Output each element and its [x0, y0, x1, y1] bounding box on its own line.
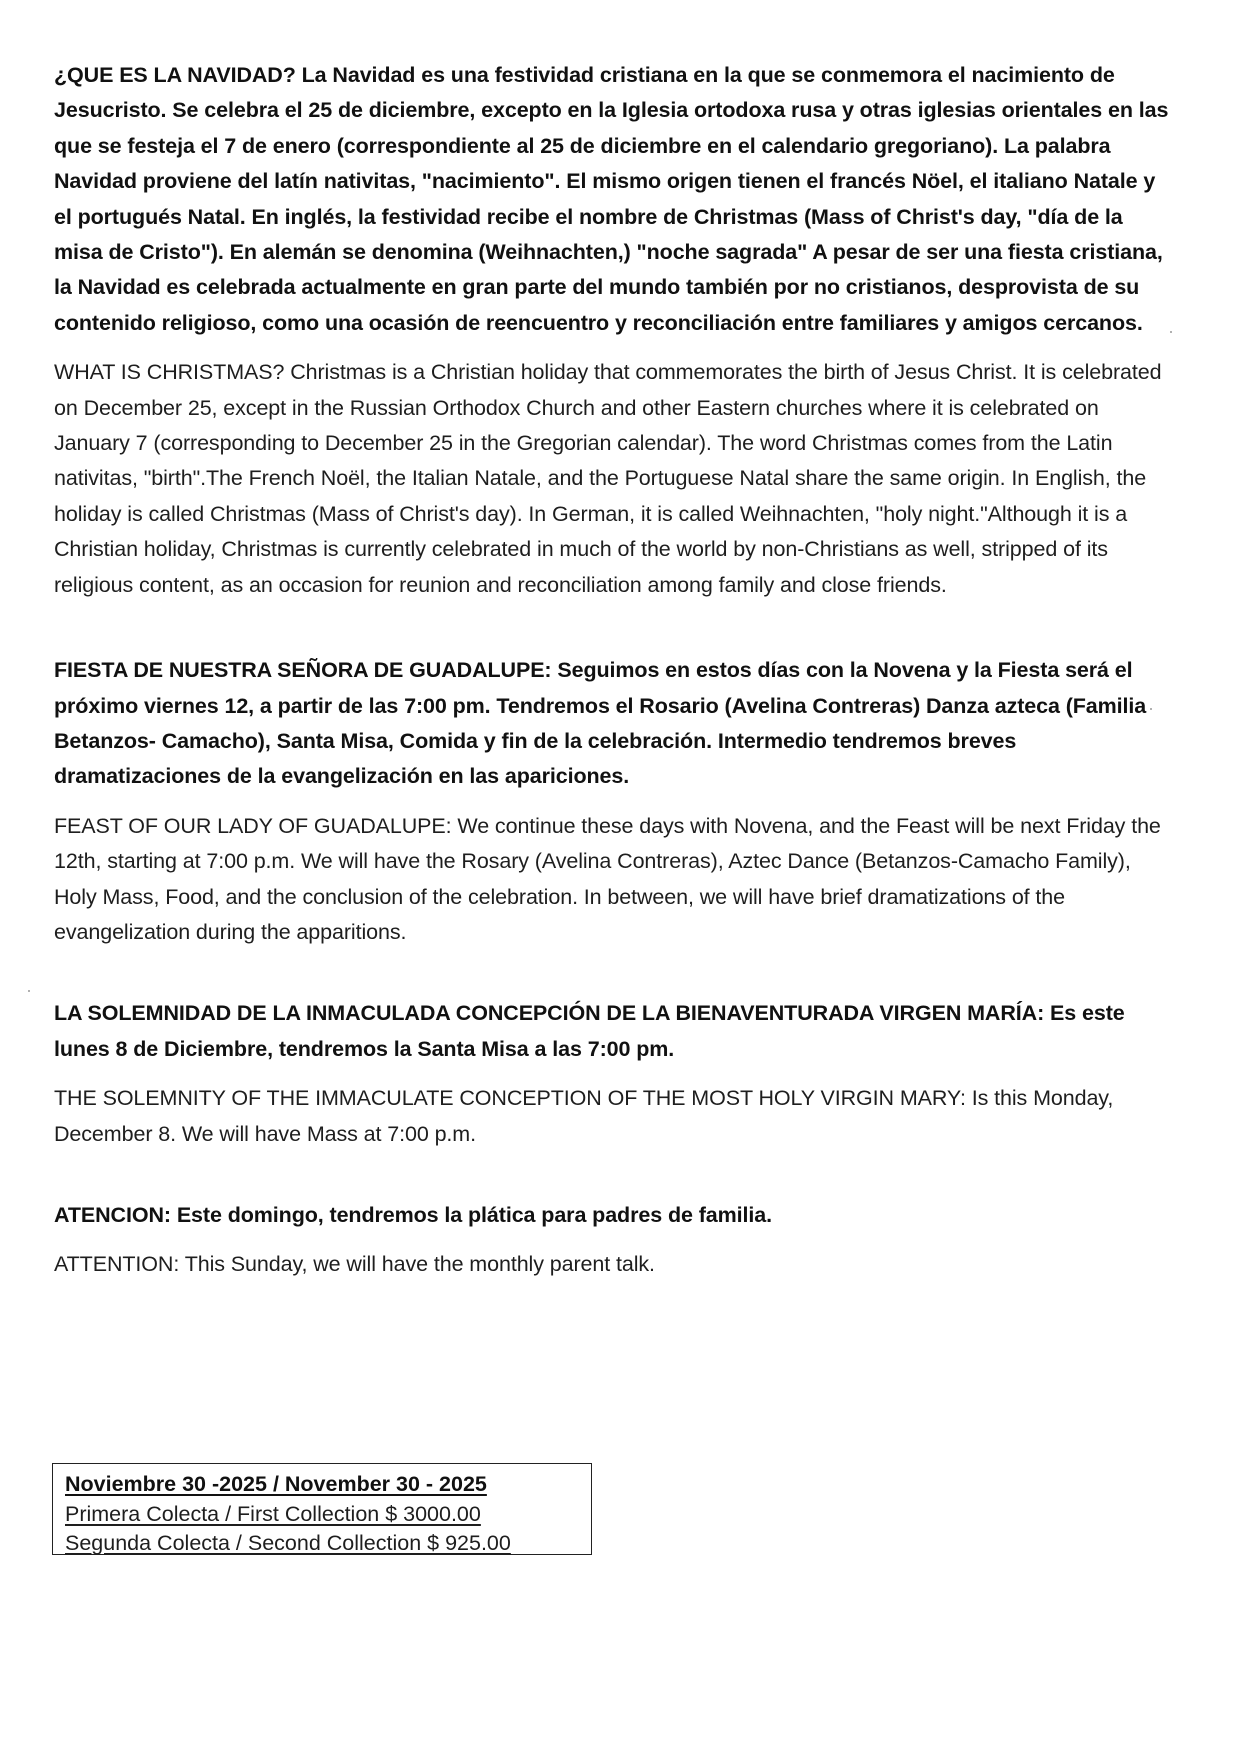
- scan-speck: [1150, 708, 1152, 710]
- inmaculada-paragraph-es: LA SOLEMNIDAD DE LA INMACULADA CONCEPCIÓN DE LA BIENAVENTURADA VIRGEN MARÍA: Es este lunes 8 de Diciembre, tendremos la Santa Misa a las 7:00 pm.: [54, 1001, 1125, 1061]
- scan-speck: [28, 990, 30, 992]
- atencion-paragraph-es: ATENCION: Este domingo, tendremos la plática para padres de familia.: [54, 1202, 772, 1227]
- second-collection-row: Segunda Colecta / Second Collection $ 925.00: [65, 1531, 511, 1555]
- scan-speck: [1170, 331, 1172, 333]
- atencion-paragraph-en: ATTENTION: This Sunday, we will have the monthly parent talk.: [54, 1252, 655, 1277]
- collection-summary-box: [52, 1463, 592, 1555]
- first-collection-row: Primera Colecta / First Collection $ 3000.00: [65, 1501, 481, 1526]
- navidad-paragraph-en: WHAT IS CHRISTMAS? Christmas is a Christian holiday that commemorates the birth of Jesus Christ. It is celebrated on December 25, except in the Russian Orthodox Church and other Eastern churches where it is celebrated on January 7 (corresponding to December 25 in the Gregorian calendar). The word Christmas comes from the Latin nativitas, "birth".The French Noël, the Italian Natale, and the Portuguese Natal share the same origin. In English, the holiday is called Christmas (Mass of Christ's day). In German, it is called Weihnachten, "holy night."Although it is a Christian holiday, Christmas is currently celebrated in much of the world by non-Christians as well, stripped of its religious content, as an occasion for reunion and reconciliation among family and close friends.: [54, 360, 1162, 597]
- guadalupe-paragraph-es: FIESTA DE NUESTRA SEÑORA DE GUADALUPE: Seguimos en estos días con la Novena y la Fiesta será el próximo viernes 12, a partir de las 7:00 pm. Tendremos el Rosario (Avelina Contreras) Danza azteca (Familia Betanzos- Camacho), Santa Misa, Comida y fin de la celebración. Intermedio tendremos breves dramatizaciones de la evangelización en las apariciones.: [54, 658, 1147, 789]
- inmaculada-paragraph-en: THE SOLEMNITY OF THE IMMACULATE CONCEPTION OF THE MOST HOLY VIRGIN MARY: Is this Monday, December 8. We will have Mass at 7:00 p.m.: [54, 1086, 1114, 1146]
- navidad-paragraph-es: ¿QUE ES LA NAVIDAD? La Navidad es una festividad cristiana en la que se conmemora el nacimiento de Jesucristo. Se celebra el 25 de diciembre, excepto en la Iglesia ortodoxa rusa y otras iglesias orientales en las que se festeja el 7 de enero (correspondiente al 25 de diciembre en el calendario gregoriano). La palabra Navidad proviene del latín nativitas, "nacimiento". El mismo origen tienen el francés Nöel, el italiano Natale y el portugués Natal. En inglés, la festividad recibe el nombre de Christmas (Mass of Christ's day, "día de la misa de Cristo"). En alemán se denomina (Weihnachten,) "noche sagrada" A pesar de ser una fiesta cristiana, la Navidad es celebrada actualmente en gran parte del mundo también por no cristianos, desprovista de su contenido religioso, como una ocasión de reencuentro y reconciliación entre familiares y amigos cercanos.: [54, 63, 1169, 335]
- collection-date-heading: Noviembre 30 -2025 / November 30 - 2025: [65, 1472, 487, 1496]
- bulletin-content: [54, 58, 1174, 1283]
- guadalupe-paragraph-en: FEAST OF OUR LADY OF GUADALUPE: We continue these days with Novena, and the Feast will be next Friday the 12th, starting at 7:00 p.m. We will have the Rosary (Avelina Contreras), Aztec Dance (Betanzos-Camacho Family), Holy Mass, Food, and the conclusion of the celebration. In between, we will have brief dramatizations of the evangelization during the apparitions.: [54, 813, 1161, 944]
